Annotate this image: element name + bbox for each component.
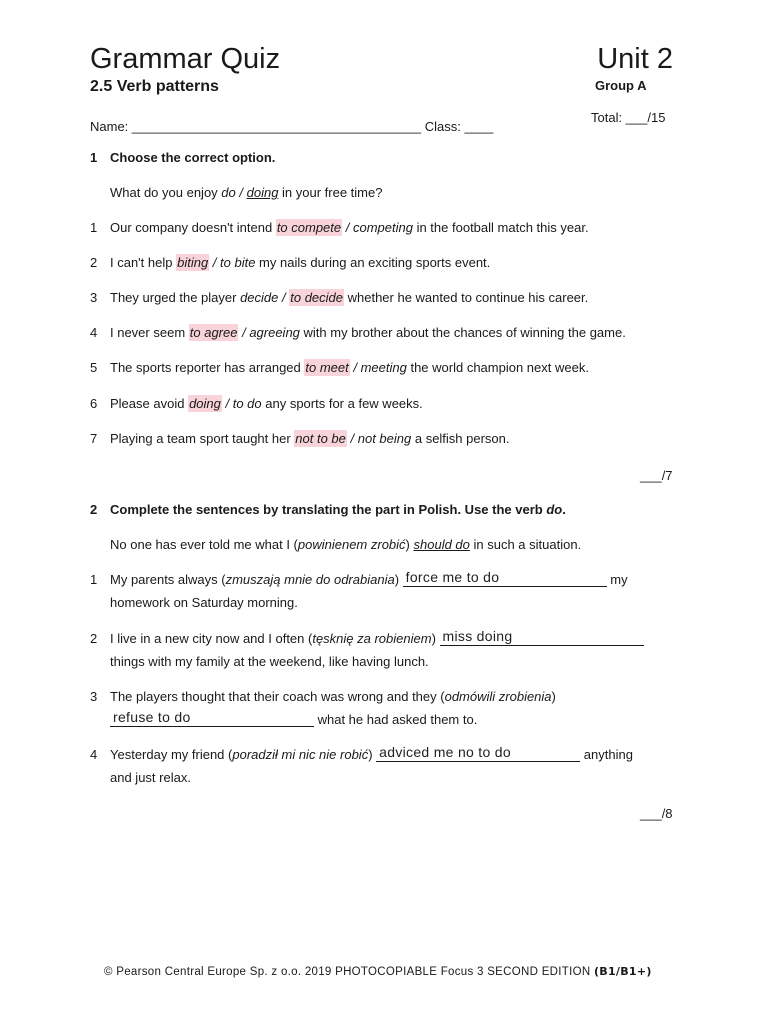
option-separator: / bbox=[349, 360, 361, 375]
option-separator: / bbox=[346, 431, 358, 446]
sentence-text: I never seem bbox=[110, 325, 189, 340]
option-a-selected[interactable]: doing bbox=[189, 396, 221, 411]
polish-phrase: zmuszają mnie do odrabiania bbox=[225, 572, 395, 587]
quiz-title: Grammar Quiz bbox=[90, 43, 281, 75]
option-separator: / bbox=[221, 396, 233, 411]
sentence-text: Yesterday my friend ( bbox=[110, 747, 233, 762]
sentence-text: My parents always ( bbox=[110, 572, 226, 587]
answer-text: miss doing bbox=[442, 628, 513, 644]
option-separator: / bbox=[235, 185, 247, 200]
sentence-text: No one has ever told me what I ( bbox=[110, 537, 298, 552]
answer-blank[interactable] bbox=[403, 569, 607, 587]
name-class-line: Name: ________________________________________ Class: ____ bbox=[90, 119, 494, 134]
item-number: 4 bbox=[90, 747, 98, 762]
option-a-selected[interactable]: not to be bbox=[295, 431, 346, 446]
sentence-text: ) bbox=[405, 537, 414, 552]
answer-blank[interactable] bbox=[376, 744, 580, 762]
total-score: Total: ___/15 bbox=[591, 110, 666, 125]
exercise-instruction: Choose the correct option. bbox=[110, 150, 276, 165]
sentence-text: I live in a new city now and I often ( bbox=[110, 631, 313, 646]
sentence-text: a selfish person. bbox=[411, 431, 510, 446]
answer-text: force me to do bbox=[405, 569, 500, 585]
sentence-text: Our company doesn't intend bbox=[110, 220, 276, 235]
exercise-2-item-continuation: and just relax. bbox=[110, 770, 191, 785]
exercise-2-score: ___/8 bbox=[640, 806, 673, 821]
option-separator: / bbox=[209, 255, 221, 270]
item-number: 1 bbox=[90, 572, 98, 587]
exercise-2-item bbox=[90, 628, 644, 646]
sentence-text: with my brother about the chances of winning the game. bbox=[299, 325, 626, 340]
item-number: 1 bbox=[90, 220, 98, 235]
exercise-1-item bbox=[90, 290, 588, 305]
sentence-text: anything bbox=[580, 747, 633, 762]
answer-blank[interactable] bbox=[440, 628, 644, 646]
option-b[interactable]: to do bbox=[232, 396, 262, 411]
polish-phrase: odmówili zrobienia bbox=[444, 689, 552, 704]
option-a-selected[interactable]: biting bbox=[177, 255, 209, 270]
sentence-text: ) bbox=[431, 631, 440, 646]
sentence-text: The players thought that their coach was wrong and they ( bbox=[110, 689, 445, 704]
option-b[interactable]: competing bbox=[352, 220, 413, 235]
exercise-1-item bbox=[90, 255, 490, 270]
sentence-text: ) bbox=[551, 689, 556, 704]
polish-phrase: tęsknię za robieniem bbox=[312, 631, 432, 646]
option-a-selected[interactable]: to meet bbox=[305, 360, 349, 375]
exercise-instruction: Complete the sentences by translating the part in Polish. Use the verb bbox=[110, 502, 547, 517]
sentence-text: what he had asked them to. bbox=[314, 712, 478, 727]
polish-phrase: powinienem zrobić bbox=[297, 537, 406, 552]
exercise-number: 1 bbox=[90, 150, 98, 165]
sentence-text: ) bbox=[394, 572, 403, 587]
exercise-1-item bbox=[90, 360, 589, 375]
exercise-2-item bbox=[90, 689, 556, 704]
exercise-2-item bbox=[90, 744, 633, 762]
item-number: 6 bbox=[90, 396, 98, 411]
sentence-text: my nails during an exciting sports event. bbox=[255, 255, 491, 270]
option-b-selected[interactable]: to decide bbox=[290, 290, 343, 305]
exercise-2-item bbox=[90, 569, 628, 587]
exercise-1-heading bbox=[90, 150, 275, 165]
exercise-1-item bbox=[90, 220, 589, 235]
item-number: 2 bbox=[90, 255, 98, 270]
option-separator: / bbox=[238, 325, 250, 340]
exercise-2-item-continuation: things with my family at the weekend, like having lunch. bbox=[110, 654, 429, 669]
answer-blank[interactable] bbox=[110, 709, 314, 727]
exercise-2-example bbox=[110, 537, 581, 552]
sentence-text: my bbox=[606, 572, 628, 587]
exercise-1-item bbox=[90, 396, 423, 411]
exercise-1-item bbox=[90, 431, 510, 446]
sentence-text: Please avoid bbox=[110, 396, 189, 411]
option-b[interactable]: agreeing bbox=[249, 325, 300, 340]
exercise-2-item-continuation bbox=[110, 709, 478, 727]
item-number: 4 bbox=[90, 325, 98, 340]
option-a-selected[interactable]: to compete bbox=[276, 220, 342, 235]
answer-text: adviced me no to do bbox=[379, 744, 511, 760]
item-number: 3 bbox=[90, 290, 98, 305]
item-number: 7 bbox=[90, 431, 98, 446]
polish-phrase: poradził mi nic nie robić bbox=[232, 747, 369, 762]
option-b[interactable]: not being bbox=[357, 431, 412, 446]
exercise-2-item-continuation: homework on Saturday morning. bbox=[110, 595, 298, 610]
sentence-text: any sports for a few weeks. bbox=[261, 396, 423, 411]
sentence-text: They urged the player bbox=[110, 290, 241, 305]
instruction-verb: do bbox=[546, 502, 563, 517]
item-number: 3 bbox=[90, 689, 98, 704]
option-a[interactable]: decide bbox=[240, 290, 279, 305]
option-separator: / bbox=[278, 290, 290, 305]
sentence-text: whether he wanted to continue his career. bbox=[344, 290, 589, 305]
copyright-text: © Pearson Central Europe Sp. z o.o. 2019 PHOTOCOPIABLE Focus 3 SECOND EDITION bbox=[104, 966, 594, 978]
group-label: Group A bbox=[595, 78, 647, 93]
exercise-number: 2 bbox=[90, 502, 98, 517]
example-answer: should do bbox=[413, 537, 470, 552]
sentence-text: What do you enjoy bbox=[110, 185, 222, 200]
quiz-subtitle: 2.5 Verb patterns bbox=[90, 78, 219, 95]
sentence-text: the world champion next week. bbox=[406, 360, 589, 375]
level-label: (B1/B1+) bbox=[593, 965, 652, 978]
answer-text: refuse to do bbox=[113, 709, 191, 725]
sentence-text: in the football match this year. bbox=[412, 220, 589, 235]
sentence-text: The sports reporter has arranged bbox=[110, 360, 305, 375]
exercise-1-item bbox=[90, 325, 626, 340]
sentence-text: in such a situation. bbox=[469, 537, 582, 552]
option-a-selected[interactable]: to agree bbox=[189, 325, 238, 340]
option-b[interactable]: to bite bbox=[220, 255, 256, 270]
exercise-2-heading bbox=[90, 502, 566, 517]
item-number: 5 bbox=[90, 360, 98, 375]
sentence-text: Playing a team sport taught her bbox=[110, 431, 295, 446]
page-footer bbox=[104, 965, 652, 978]
option-b-correct: doing bbox=[246, 185, 279, 200]
sentence-text: I can't help bbox=[110, 255, 177, 270]
item-number: 2 bbox=[90, 631, 98, 646]
option-a: do bbox=[221, 185, 236, 200]
unit-label: Unit 2 bbox=[597, 43, 673, 75]
instruction-end: . bbox=[562, 502, 566, 517]
option-b[interactable]: meeting bbox=[360, 360, 407, 375]
sentence-text: in your free time? bbox=[278, 185, 383, 200]
option-separator: / bbox=[342, 220, 353, 235]
exercise-1-score: ___/7 bbox=[640, 468, 673, 483]
exercise-1-example bbox=[110, 185, 382, 200]
sentence-text: ) bbox=[368, 747, 377, 762]
